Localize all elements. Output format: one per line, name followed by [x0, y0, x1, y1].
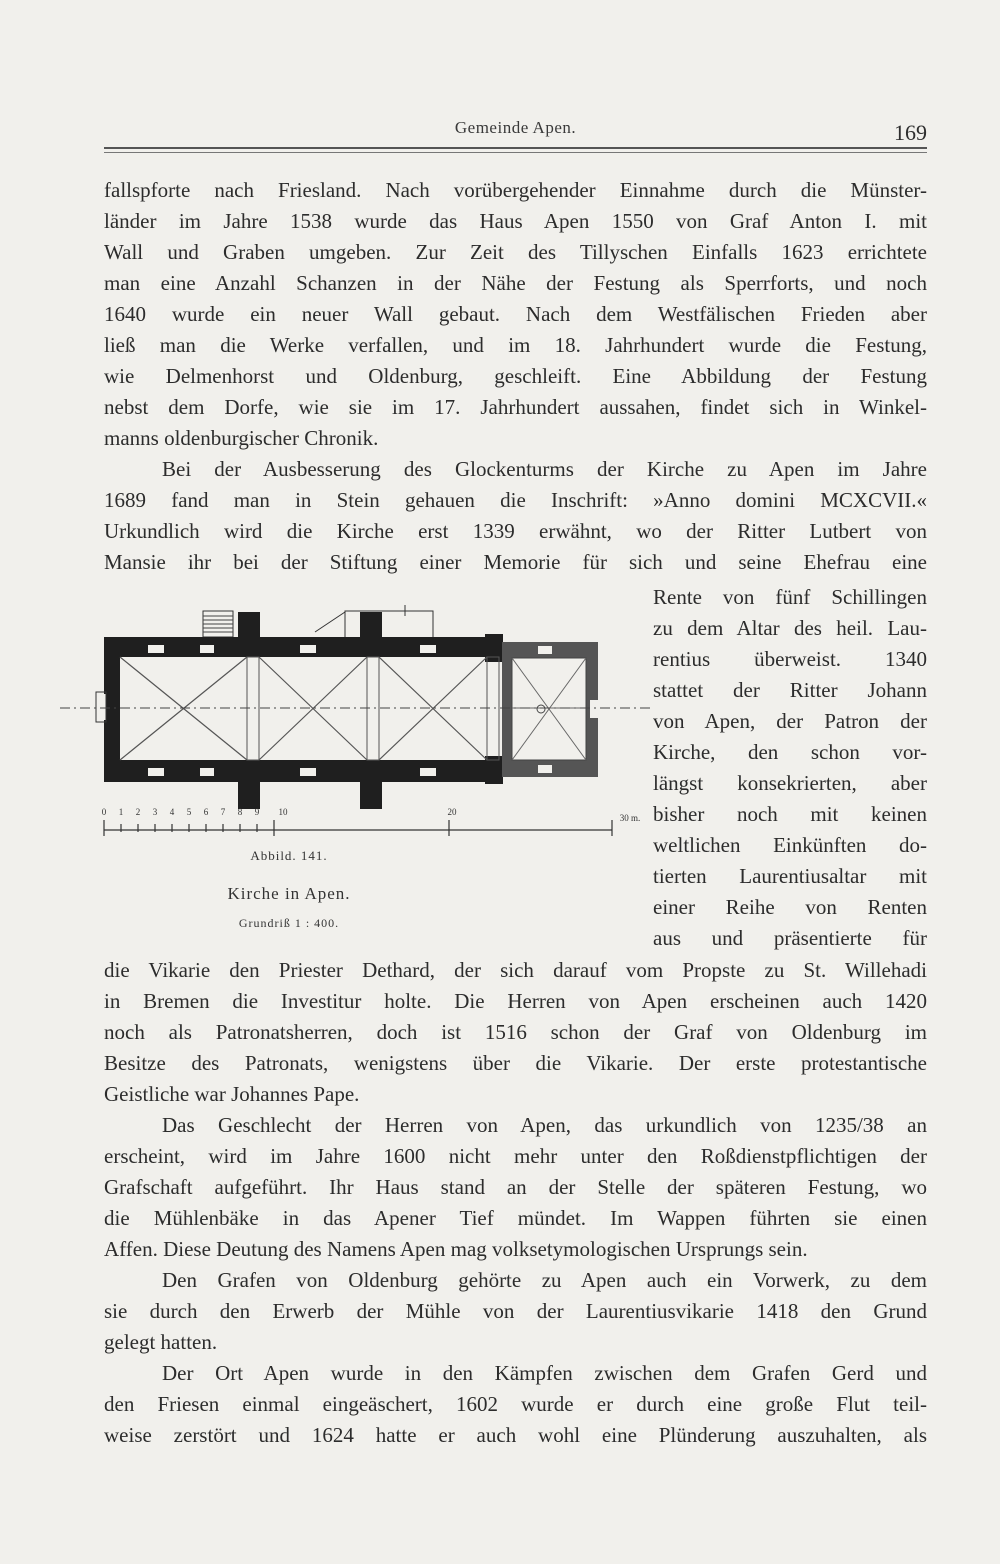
text-line: stattet der Ritter Johann: [653, 678, 927, 702]
running-title: Gemeinde Apen.: [454, 118, 577, 137]
text-line: Urkundlich wird die Kirche erst 1339 erwähnt, wo der Ritter Lutbert von: [104, 519, 927, 543]
page-number: 169: [894, 120, 927, 145]
text-block-bottom: [104, 955, 927, 1451]
text-line: nebst dem Dorfe, wie sie im 17. Jahrhundert aussahen, findet sich in Winkel-: [104, 395, 927, 419]
text-line: die Vikarie den Priester Dethard, der sich darauf vom Propste zu St. Willehadi: [104, 958, 927, 982]
church-floor-plan: [58, 602, 656, 852]
text-line: fallspforte nach Friesland. Nach vorübergehender Einnahme durch die Münster-: [104, 178, 927, 202]
scale-label: 5: [186, 807, 192, 817]
text-line: Grafschaft aufgeführt. Ihr Haus stand an der Stelle der späteren Festung, wo: [104, 1175, 927, 1199]
floor-plan-drawing: [60, 605, 652, 836]
header-rule: [104, 147, 927, 149]
scale-label: 20: [447, 807, 457, 817]
text-line: gelegt hatten.: [104, 1330, 218, 1354]
text-line: den Friesen einmal eingeäschert, 1602 wurde er durch eine große Flut teil-: [104, 1392, 927, 1416]
text-block-top: [104, 175, 927, 578]
header-rule-thin: [104, 152, 927, 153]
scale-label: 7: [220, 807, 226, 817]
text-line: Rente von fünf Schillingen: [653, 585, 927, 609]
text-line: Geistliche war Johannes Pape.: [104, 1082, 360, 1106]
text-line: 1640 wurde ein neuer Wall gebaut. Nach dem Westfälischen Frieden aber: [104, 302, 927, 326]
text-line: manns oldenburgischer Chronik.: [104, 426, 379, 450]
scale-label: 1: [118, 807, 124, 817]
text-line: weise zerstört und 1624 hatte er auch wohl eine Plünderung auszuhalten, als: [104, 1423, 927, 1447]
text-line: Mansie ihr bei der Stiftung einer Memorie für sich und seine Ehefrau eine: [104, 550, 927, 574]
scale-label: 30 m.: [619, 813, 641, 823]
figure-number: Abbild. 141.: [250, 848, 328, 863]
text-line: Den Grafen von Oldenburg gehörte zu Apen auch ein Vorwerk, zu dem: [162, 1268, 927, 1292]
scale-label: 8: [237, 807, 243, 817]
text-line: wie Delmenhorst und Oldenburg, geschleift. Eine Abbildung der Festung: [104, 364, 927, 388]
text-line: die Mühlenbäke in das Apener Tief mündet. Im Wappen führten sie einen: [104, 1206, 927, 1230]
text-line: länder im Jahre 1538 wurde das Haus Apen 1550 von Graf Anton I. mit: [104, 209, 927, 233]
text-line: sie durch den Erwerb der Mühle von der Laurentiusvikarie 1418 den Grund: [104, 1299, 927, 1323]
page-header: [104, 118, 927, 148]
scale-labels: [102, 807, 641, 823]
text-line: man eine Anzahl Schanzen in der Nähe der Festung als Sperrforts, und noch: [104, 271, 927, 295]
text-line: in Bremen die Investitur holte. Die Herren von Apen erscheinen auch 1420: [104, 989, 927, 1013]
text-line: Wall und Graben umgeben. Zur Zeit des Tillyschen Einfalls 1623 errichtete: [104, 240, 927, 264]
text-line: Bei der Ausbesserung des Glockenturms der Kirche zu Apen im Jahre: [162, 457, 927, 481]
text-line: aus und präsentierte für: [653, 926, 927, 950]
text-block-wrapped: [653, 582, 927, 954]
text-line: noch als Patronatsherren, doch ist 1516 schon der Graf von Oldenburg im: [104, 1020, 927, 1044]
text-line: Das Geschlecht der Herren von Apen, das urkundlich von 1235/38 an: [162, 1113, 927, 1137]
text-line: Der Ort Apen wurde in den Kämpfen zwischen dem Grafen Gerd und: [162, 1361, 927, 1385]
figure-title: Kirche in Apen.: [227, 884, 351, 903]
text-line: Affen. Diese Deutung des Namens Apen mag volksetymologischen Ursprungs sein.: [104, 1237, 808, 1261]
scale-label: 2: [135, 807, 141, 817]
scale-label: 10: [278, 807, 288, 817]
scale-label: 4: [169, 807, 175, 817]
text-line: rentius überweist. 1340: [653, 647, 927, 671]
text-line: weltlichen Einkünften do-: [653, 833, 927, 857]
text-line: erscheint, wird im Jahre 1600 nicht mehr unter den Roßdienstpflichtigen der: [104, 1144, 927, 1168]
text-line: Kirche, den schon vor-: [653, 740, 927, 764]
text-line: einer Reihe von Renten: [653, 895, 927, 919]
text-line: von Apen, der Patron der: [653, 709, 927, 733]
scale-label: 6: [203, 807, 209, 817]
text-line: tierten Laurentiusaltar mit: [653, 864, 927, 888]
text-line: bisher noch mit keinen: [653, 802, 927, 826]
text-line: Besitze des Patronats, wenigstens über die Vikarie. Der erste protestantische: [104, 1051, 927, 1075]
scale-label: 9: [254, 807, 260, 817]
text-line: zu dem Altar des heil. Lau-: [653, 616, 927, 640]
scale-label: 3: [152, 807, 158, 817]
text-line: 1689 fand man in Stein gehauen die Inschrift: »Anno domini MCXCVII.«: [104, 488, 927, 512]
text-line: ließ man die Werke verfallen, und im 18. Jahrhundert wurde die Festung,: [104, 333, 927, 357]
scale-label: 0: [101, 807, 107, 817]
text-line: längst konsekrierten, aber: [653, 771, 927, 795]
figure-scale-note: Grundriß 1 : 400.: [238, 916, 340, 930]
